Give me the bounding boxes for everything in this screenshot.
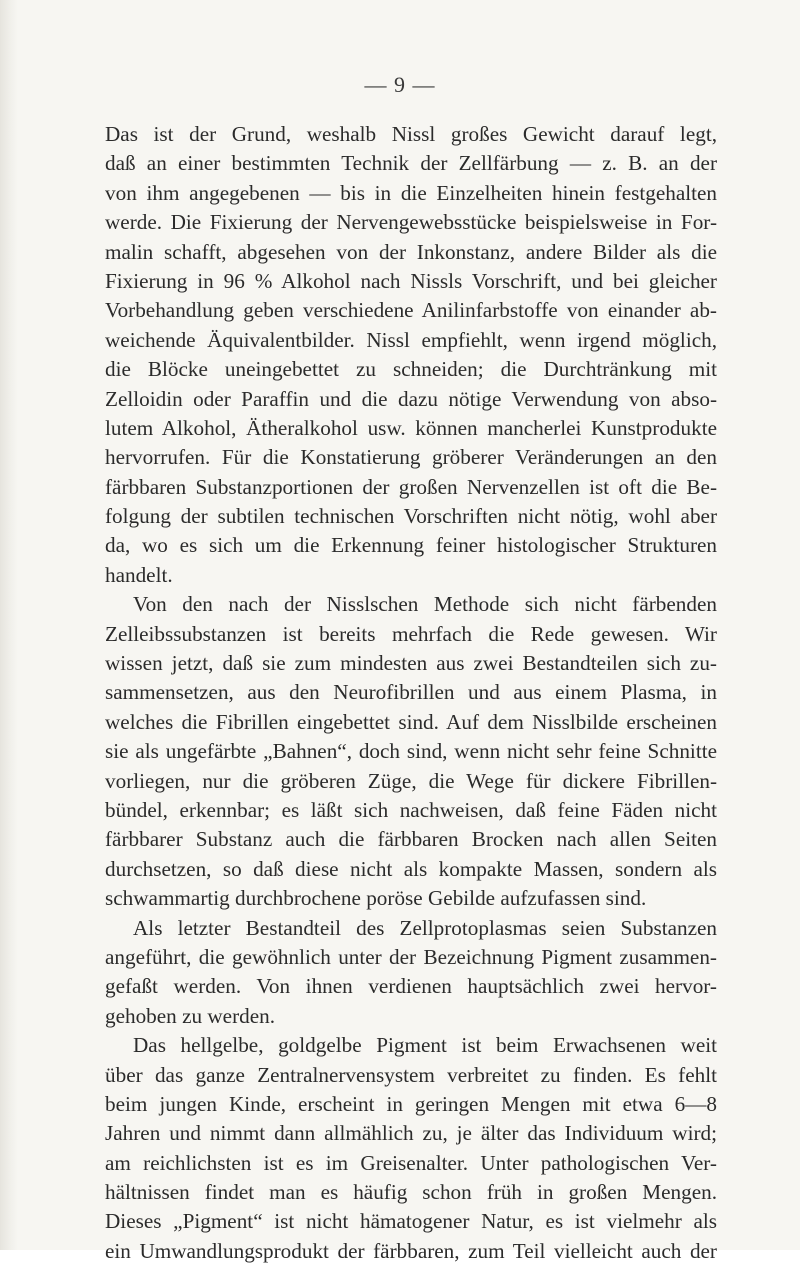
text-line: ein Umwandlungsprodukt der färbbaren, zum Teil vielleicht auch der	[105, 1238, 717, 1263]
text-line: welches die Fibrillen eingebettet sind. Auf dem Nisslbilde erscheinen	[105, 709, 717, 734]
body-text	[105, 120, 717, 1266]
text-line: die Blöcke uneingebettet zu schneiden; die Durchtränkung mit	[105, 357, 717, 382]
text-line: von ihm angegebenen — bis in die Einzelheiten hinein festgehalten	[105, 180, 717, 205]
text-line: Das hellgelbe, goldgelbe Pigment ist beim Erwachsenen weit	[133, 1033, 717, 1058]
text-line: beim jungen Kinde, erscheint in geringen Mengen mit etwa 6—8	[105, 1091, 717, 1116]
text-line: durchsetzen, so daß diese nicht als kompakte Massen, sondern als	[105, 856, 717, 881]
text-line: lutem Alkohol, Ätheralkohol usw. können mancherlei Kunstprodukte	[105, 415, 717, 440]
text-line: über das ganze Zentralnervensystem verbreitet zu finden. Es fehlt	[105, 1062, 717, 1087]
text-line: weichende Äquivalentbilder. Nissl empfiehlt, wenn irgend möglich,	[105, 327, 717, 352]
text-line: Zelloidin oder Paraffin und die dazu nötige Verwendung von abso-	[105, 386, 717, 411]
text-line: Von den nach der Nisslschen Methode sich nicht färbenden	[133, 592, 717, 617]
text-line: malin schafft, abgesehen von der Inkonstanz, andere Bilder als die	[105, 239, 717, 264]
text-line: handelt.	[105, 562, 173, 587]
text-line: daß an einer bestimmten Technik der Zellfärbung — z. B. an der	[105, 151, 717, 176]
text-line: färbbarer Substanz auch die färbbaren Brocken nach allen Seiten	[105, 827, 717, 852]
text-line: Fixierung in 96 % Alkohol nach Nissls Vorschrift, und bei gleicher	[105, 268, 717, 293]
text-line: angeführt, die gewöhnlich unter der Bezeichnung Pigment zusammen-	[105, 944, 717, 969]
text-line: Als letzter Bestandteil des Zellprotoplasmas seien Substanzen	[133, 915, 717, 940]
text-line: hältnissen findet man es häufig schon früh in großen Mengen.	[105, 1180, 717, 1205]
text-line: vorliegen, nur die gröberen Züge, die Wege für dickere Fibrillen-	[105, 768, 717, 793]
text-line: wissen jetzt, daß sie zum mindesten aus zwei Bestandteilen sich zu-	[105, 651, 717, 676]
text-line: am reichlichsten ist es im Greisenalter. Unter pathologischen Ver-	[105, 1150, 717, 1175]
text-line: schwammartig durchbrochene poröse Gebilde aufzufassen sind.	[105, 886, 647, 911]
paragraph-3	[105, 914, 717, 1032]
text-line: gefaßt werden. Von ihnen verdienen hauptsächlich zwei hervor-	[105, 974, 717, 999]
text-line: Vorbehandlung geben verschiedene Anilinfarbstoffe von einander ab-	[105, 298, 717, 323]
text-line: da, wo es sich um die Erkennung feiner histologischer Strukturen	[105, 533, 717, 558]
page-number: — 9 —	[364, 72, 436, 97]
paragraph-4	[105, 1031, 717, 1266]
text-line: Dieses „Pigment“ ist nicht hämatogener Natur, es ist vielmehr als	[105, 1209, 717, 1234]
paragraph-1	[105, 120, 717, 590]
text-line: sammensetzen, aus den Neurofibrillen und aus einem Plasma, in	[105, 680, 717, 705]
text-line: folgung der subtilen technischen Vorschriften nicht nötig, wohl aber	[105, 504, 717, 529]
text-line: färbbaren Substanzportionen der großen Nervenzellen ist oft die Be-	[105, 474, 717, 499]
text-line: Zelleibssubstanzen ist bereits mehrfach die Rede gewesen. Wir	[105, 621, 717, 646]
text-line: Jahren und nimmt dann allmählich zu, je älter das Individuum wird;	[105, 1121, 717, 1146]
text-line: hervorrufen. Für die Konstatierung gröberer Veränderungen an den	[105, 445, 717, 470]
text-line: werde. Die Fixierung der Nervengewebsstücke beispielsweise in For-	[105, 210, 717, 235]
text-line: sie als ungefärbte „Bahnen“, doch sind, wenn nicht sehr feine Schnitte	[105, 739, 717, 764]
text-line: gehoben zu werden.	[105, 1003, 276, 1028]
text-line: bündel, erkennbar; es läßt sich nachweisen, daß feine Fäden nicht	[105, 797, 717, 822]
paragraph-2	[105, 590, 717, 913]
page-edge-shadow	[0, 0, 18, 1250]
text-line: Das ist der Grund, weshalb Nissl großes Gewicht darauf legt,	[105, 122, 717, 146]
